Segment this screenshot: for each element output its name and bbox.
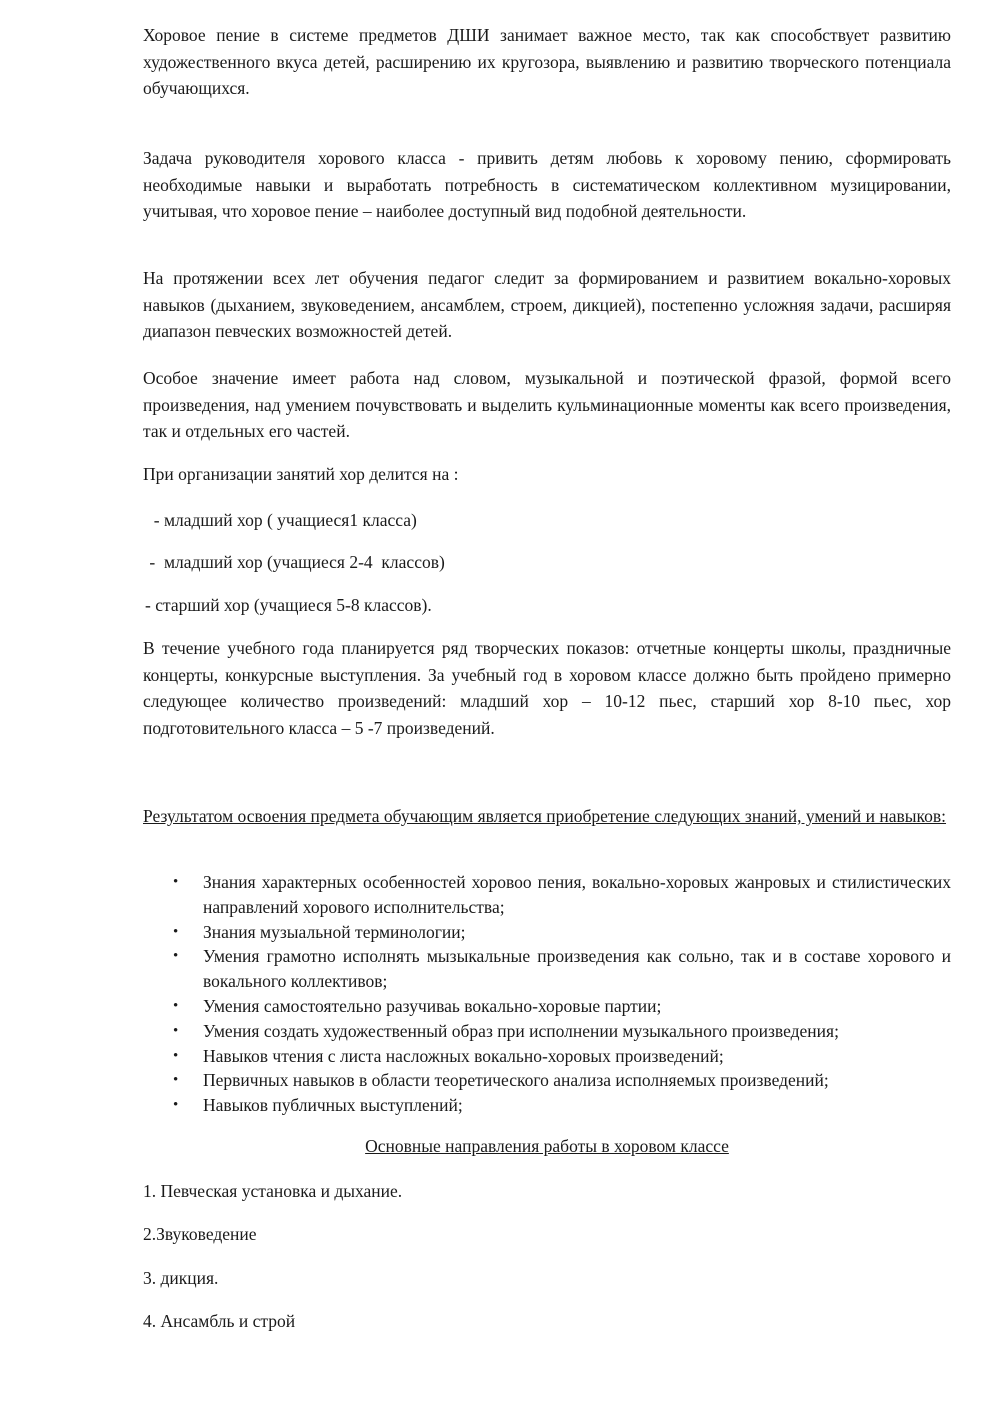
paragraph-skills: На протяжении всех лет обучения педагог следит за формированием и развитием вокально-хоровых навыков (дыханием, звуковедением, ансамблем, строем, дикцией), постепенно усложняя задачи, расширяя диапазон певческих возможностей детей.: [143, 268, 951, 341]
direction-item: 3. дикция.: [143, 1268, 219, 1288]
results-list-item: • Знания характерных особенностей хоровоо пения, вокально-хоровых жанровых и стилистических направлений хорового исполнительства;: [173, 872, 951, 917]
paragraph-task: Задача руководителя хорового класса - привить детям любовь к хоровому пению, сформировать необходимые навыки и выработать потребность в систематическом коллективном музицировании, учитывая, что хоровое пение – наиболее доступный вид подобной деятельности.: [143, 148, 951, 221]
results-list-item: • Умения самостоятельно разучиваь вокально-хоровые партии;: [143, 994, 951, 1019]
results-list-item: • Знания музыальной терминологии;: [143, 920, 951, 945]
results-list-item: • Умения создать художественный образ при исполнении музыкального произведения;: [143, 1019, 951, 1044]
paragraph-concerts: В течение учебного года планируется ряд творческих показов: отчетные концерты школы, праздничные концерты, конкурсные выступления. За учебный год в хоровом классе должно быть пройдено примерно следующее количество произведений: младший хор – 10-12 пьес, старший хор 8-10 пьес, хор подготовительного класса – 5 -7 произведений.: [143, 638, 951, 738]
paragraph-choir-division: При организации занятий хор делится на :: [143, 464, 459, 484]
results-list: [143, 870, 951, 1118]
bullet-icon: •: [173, 997, 179, 1014]
paragraph-word-work: Особое значение имеет работа над словом, музыкальной и поэтической фразой, формой всего произведения, над умением почувствовать и выделить кульминационные моменты как всего произведения, так и отдельных его частей.: [143, 368, 951, 441]
paragraph-intro: Хоровое пение в системе предметов ДШИ занимает важное место, так как способствует развитию художественного вкуса детей, расширению их кругозора, выявлению и развитию творческого потенциала обучающихся.: [143, 25, 951, 98]
bullet-icon: •: [173, 1022, 179, 1039]
directions-heading: Основные направления работы в хоровом классе: [365, 1136, 729, 1156]
results-list-item: • Навыков публичных выступлений;: [143, 1093, 951, 1118]
bullet-icon: •: [173, 1097, 179, 1114]
direction-item: 4. Ансамбль и строй: [143, 1311, 296, 1331]
results-heading: Результатом освоения предмета обучающим является приобретение следующих знаний, умений и навыков:: [143, 806, 947, 826]
results-list-item: • Умения грамотно исполнять мызыкальные произведения как сольно, так и в составе хорового и вокального коллективов;: [173, 946, 951, 992]
bullet-icon: •: [173, 874, 179, 890]
results-list-item: • Первичных навыков в области теоретического анализа исполняемых произведений;: [143, 1068, 951, 1093]
direction-item: 1. Певческая установка и дыхание.: [143, 1181, 403, 1201]
direction-item: 2.Звуковедение: [143, 1224, 257, 1244]
choir-group-item: - старший хор (учащиеся 5-8 классов).: [145, 595, 432, 615]
choir-group-item: - младший хор ( учащиеся1 класса): [145, 510, 417, 530]
bullet-icon: •: [173, 948, 179, 965]
choir-group-item: - младший хор (учащиеся 2-4 классов): [145, 552, 445, 572]
results-list-item: • Навыков чтения с листа насложных вокально-хоровых произведений;: [143, 1044, 951, 1069]
bullet-icon: •: [173, 1047, 179, 1064]
bullet-icon: •: [173, 923, 179, 940]
bullet-icon: •: [173, 1072, 179, 1089]
